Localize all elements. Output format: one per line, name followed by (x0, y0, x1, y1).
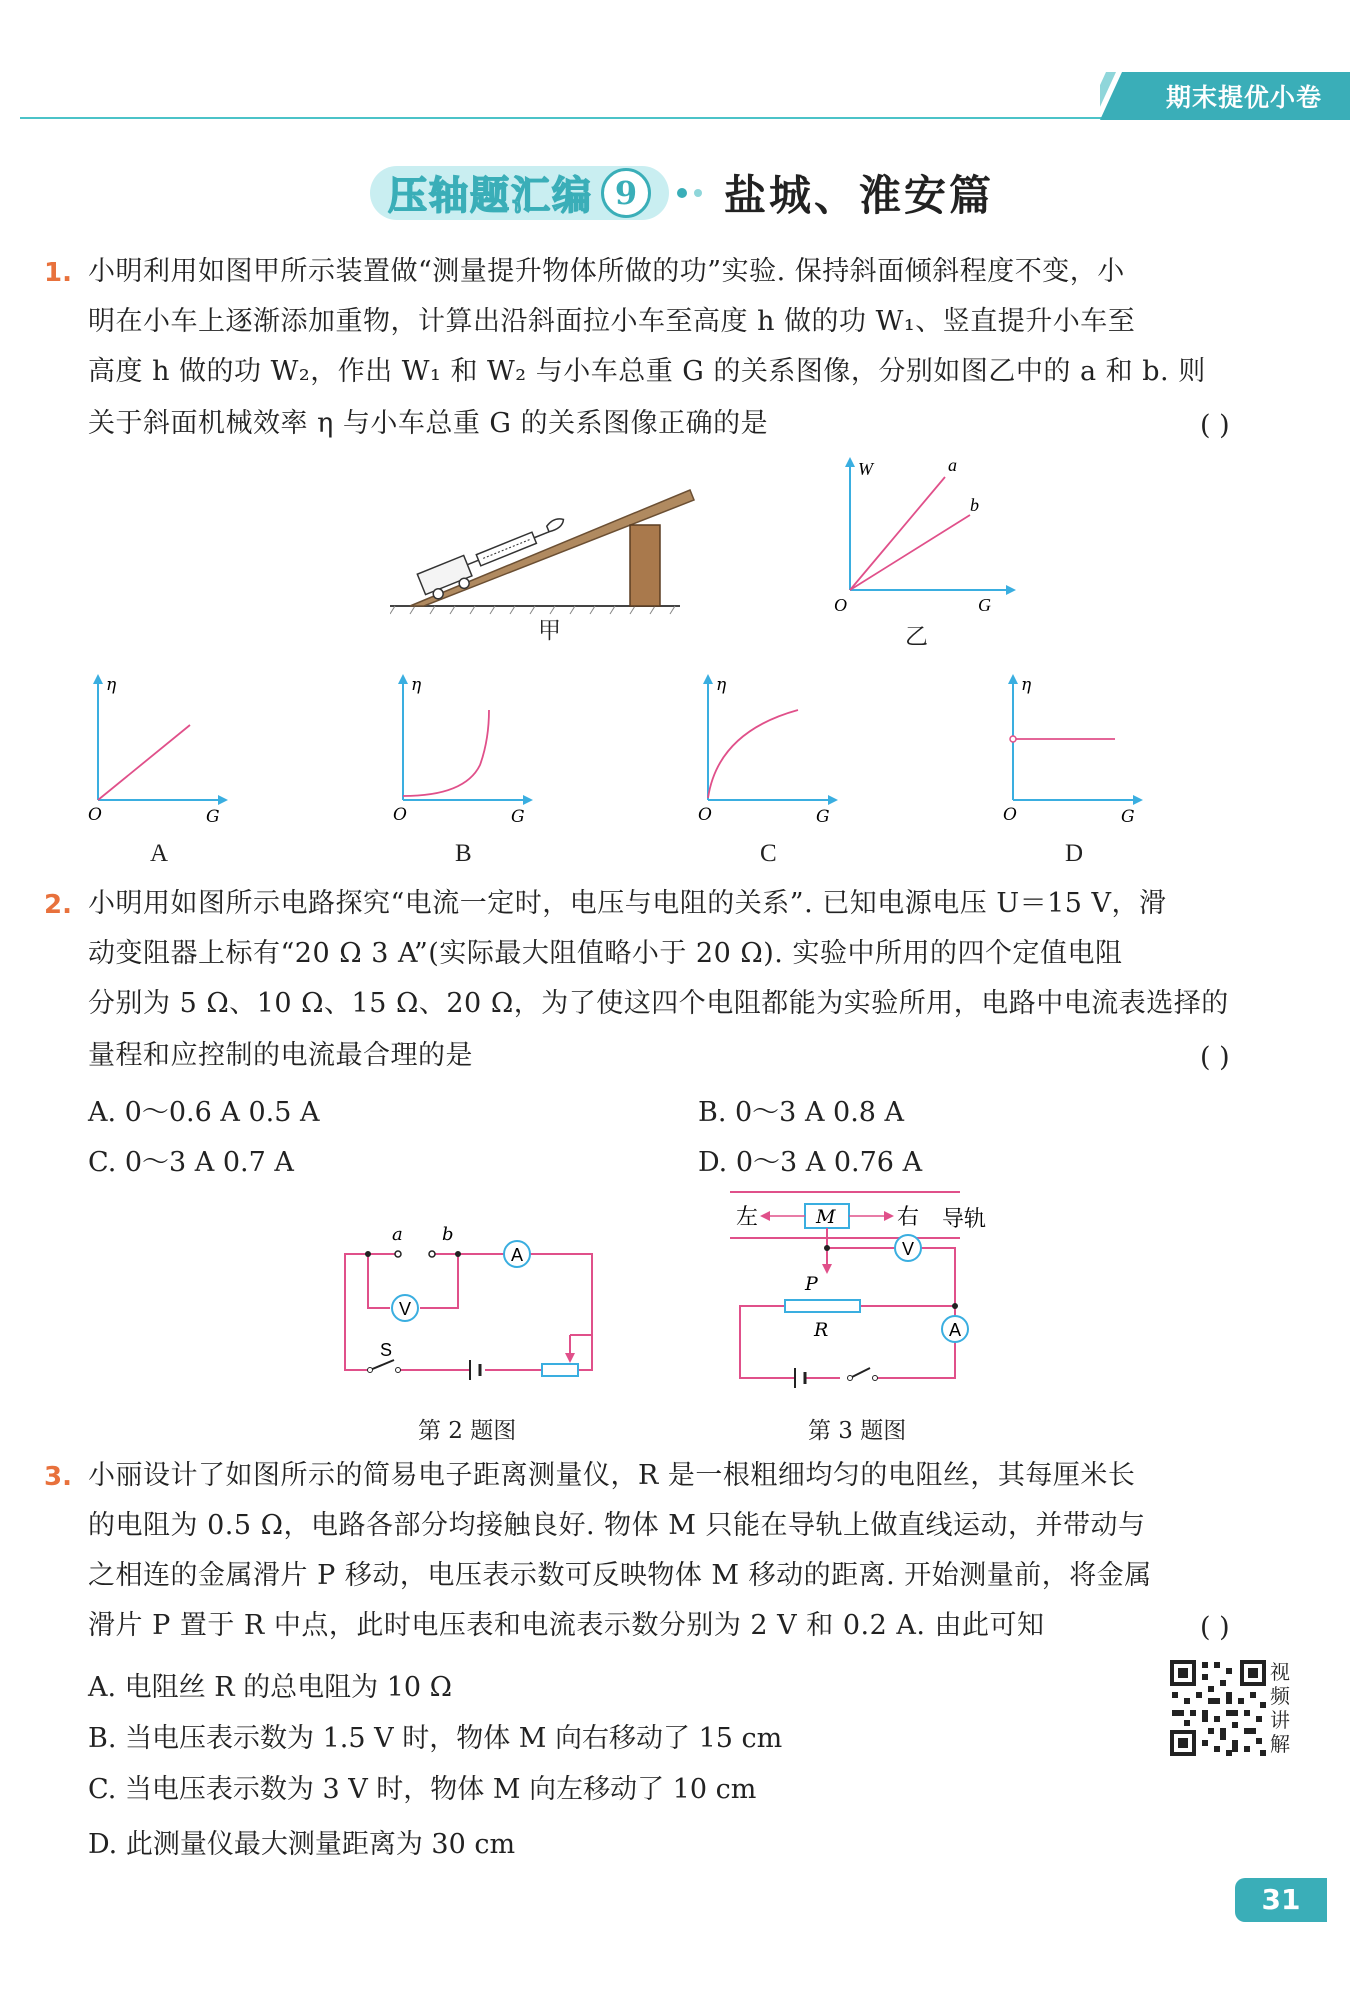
q3-slider-label: P (805, 1273, 818, 1295)
q3-option-c: C. 当电压表示数为 3 V 时，物体 M 向左移动了 10 cm (88, 1774, 757, 1805)
question-number-1: 1. (44, 258, 72, 288)
option-graph-a (80, 670, 260, 830)
figure-jia-caption: 甲 (538, 618, 561, 644)
q3-line-1: 小丽设计了如图所示的简易电子距离测量仪，R 是一根粗细均匀的电阻丝，其每厘米长 (88, 1460, 1136, 1491)
graph-d-ylabel: η (1021, 675, 1032, 695)
q2-line-3: 分别为 5 Ω、10 Ω、15 Ω、20 Ω，为了使这四个电阻都能为实验所用，电路中电流表选择的 (88, 988, 1229, 1019)
q2-option-d: D. 0～3 A 0.76 A (698, 1147, 923, 1178)
graph-d-letter: D (1065, 840, 1084, 867)
q3-ammeter-label: A (949, 1320, 962, 1340)
q3-circuit-diagram (730, 1190, 1010, 1390)
q1-line-4: 关于斜面机械效率 η 与小车总重 G 的关系图像正确的是 (88, 408, 769, 439)
graph-c-ylabel: η (716, 675, 727, 695)
graph-c-origin: O (698, 805, 712, 825)
section-number: 9 (601, 168, 651, 218)
header-tag: 期末提优小卷 (1165, 83, 1322, 112)
graph-b-origin: O (393, 805, 407, 825)
q3-line-3: 之相连的金属滑片 P 移动，电压表示数可反映物体 M 移动的距离. 开始测量前，将金属 (88, 1560, 1152, 1591)
q1-line-2: 明在小车上逐渐添加重物，计算出沿斜面拉小车至高度 h 做的功 W₁、竖直提升小车至 (88, 306, 1136, 337)
qr-video-label: 视频讲解 (1270, 1660, 1290, 1756)
graph-b-ylabel: η (411, 675, 422, 695)
fig-yi-origin: O (834, 595, 847, 615)
q2-option-a: A. 0～0.6 A 0.5 A (88, 1097, 320, 1128)
q3-option-b: B. 当电压表示数为 1.5 V 时，物体 M 向右移动了 15 cm (88, 1723, 783, 1754)
page-number: 31 (1235, 1878, 1327, 1922)
figure-yi-graph (830, 455, 1020, 615)
section-title-pill (370, 166, 669, 220)
graph-a-letter: A (150, 840, 169, 867)
fig-yi-xlabel: G (978, 595, 991, 615)
option-graph-d (995, 670, 1175, 830)
question-number-2: 2. (44, 890, 72, 920)
q1-line-1: 小明利用如图甲所示装置做“测量提升物体所做的功”实验. 保持斜面倾斜程度不变，小 (88, 256, 1125, 287)
graph-d-origin: O (1003, 805, 1017, 825)
q2-option-c: C. 0～3 A 0.7 A (88, 1147, 294, 1178)
qr-code-icon[interactable] (1168, 1658, 1268, 1758)
q3-left-label: 左 (736, 1205, 759, 1230)
q2-circuit-diagram (330, 1220, 620, 1390)
option-graph-b (385, 670, 565, 830)
q2-option-b: B. 0～3 A 0.8 A (698, 1097, 905, 1128)
title-dots (676, 186, 716, 200)
q2-figure-caption: 第 2 题图 (418, 1418, 517, 1444)
fig-yi-ylabel: W (858, 459, 873, 479)
q3-object-label: M (816, 1206, 836, 1228)
q2-answer-blank: ( ) (1200, 1042, 1230, 1073)
graph-a-origin: O (88, 805, 102, 825)
q2-switch-label: S (380, 1340, 393, 1360)
q3-right-label: 右 (897, 1205, 920, 1230)
q2-ammeter-label: A (511, 1245, 524, 1265)
figure-jia-incline (390, 480, 710, 620)
graph-a-xlabel: G (206, 807, 220, 827)
q3-resistor-label: R (814, 1319, 829, 1341)
q3-rail-label: 导轨 (942, 1207, 987, 1232)
q3-line-2: 的电阻为 0.5 Ω，电路各部分均接触良好. 物体 M 只能在导轨上做直线运动，并带动与 (88, 1510, 1146, 1541)
graph-c-xlabel: G (816, 807, 830, 827)
q2-point-b-label: b (442, 1224, 454, 1245)
q2-point-a-label: a (392, 1224, 403, 1245)
q1-answer-blank: ( ) (1200, 410, 1230, 441)
q3-option-d: D. 此测量仪最大测量距离为 30 cm (88, 1829, 516, 1860)
q1-line-3: 高度 h 做的功 W₂，作出 W₁ 和 W₂ 与小车总重 G 的关系图像，分别如图乙中的 a 和 b. 则 (88, 356, 1206, 387)
figure-yi-caption: 乙 (905, 624, 928, 650)
q3-figure-caption: 第 3 题图 (808, 1418, 907, 1444)
graph-a-ylabel: η (106, 675, 117, 695)
option-graph-c (690, 670, 870, 830)
q3-line-4: 滑片 P 置于 R 中点，此时电压表和电流表示数分别为 2 V 和 0.2 A. 由此可知 (88, 1610, 1045, 1641)
q3-option-a: A. 电阻丝 R 的总电阻为 10 Ω (88, 1672, 453, 1703)
q2-line-1: 小明用如图所示电路探究“电流一定时，电压与电阻的关系”. 已知电源电压 U＝15 V，滑 (88, 888, 1167, 919)
q3-answer-blank: ( ) (1200, 1612, 1230, 1643)
section-title-left: 压轴题汇编 (388, 173, 594, 219)
section-title-right: 盐城、淮安篇 (724, 171, 995, 220)
fig-yi-line-b-label: b (970, 495, 979, 515)
graph-c-letter: C (760, 840, 777, 867)
question-number-3: 3. (44, 1462, 72, 1492)
q2-line-4: 量程和应控制的电流最合理的是 (88, 1040, 473, 1071)
q2-line-2: 动变阻器上标有“20 Ω 3 A”(实际最大阻值略小于 20 Ω). 实验中所用的四个定值电阻 (88, 938, 1123, 969)
graph-d-xlabel: G (1121, 807, 1135, 827)
graph-b-letter: B (455, 840, 472, 867)
graph-b-xlabel: G (511, 807, 525, 827)
q3-voltmeter-label: V (902, 1239, 915, 1259)
fig-yi-line-a-label: a (948, 455, 957, 475)
q2-voltmeter-label: V (399, 1299, 412, 1319)
